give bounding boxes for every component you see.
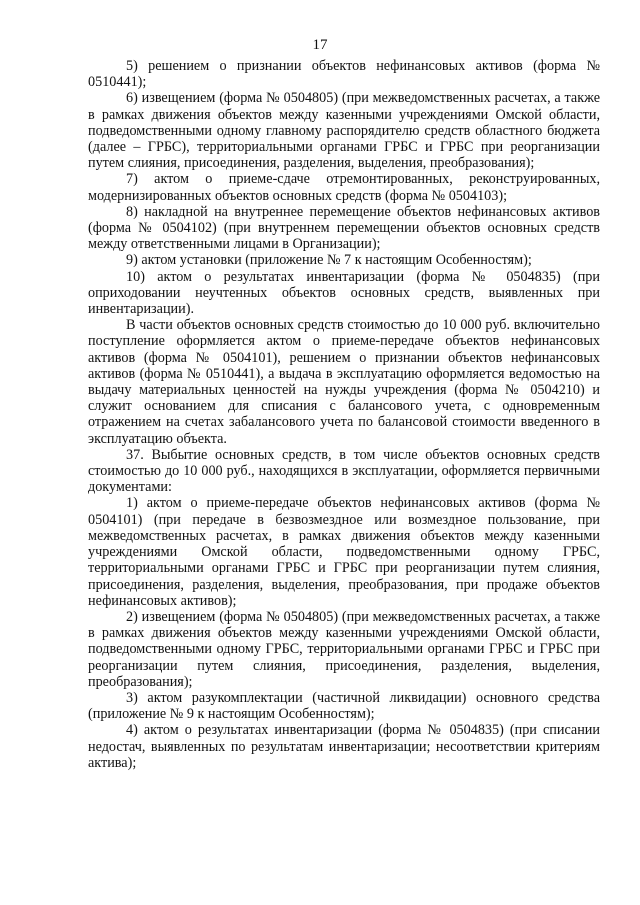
list-item: 2) извещением (форма № 0504805) (при межведомственных расчетах, а также в рамках движения объектов между казенными учреждениями Омской области, подведомственными одному ГРБС, территориальными органами ГРБС и ГРБС при реорганизации путем слияния, присоединения, разделения, выделения, преобразования); <box>88 608 600 690</box>
list-item: 5) решением о признании объектов нефинансовых активов (форма № 0510441); <box>88 58 600 91</box>
list-item: 6) извещением (форма № 0504805) (при межведомственных расчетах, а также в рамках движения объектов между казенными учреждениями Омской области, подведомственными одному главному распорядителю средств областного бюджета (далее – ГРБС), территориальными органами ГРБС и ГРБС при реорганизации путем слияния, присоединения, разделения, выделения, преобразования); <box>88 90 600 172</box>
document-body <box>88 58 600 771</box>
list-item: 7) актом о приеме-сдаче отремонтированных, реконструированных, модернизированных объектов основных средств (форма № 0504103); <box>88 171 600 204</box>
section-paragraph: 37. Выбытие основных средств, в том числе объектов основных средств стоимостью до 10 000 руб., находящихся в эксплуатации, оформляется первичными документами: <box>88 446 600 496</box>
body-paragraph: В части объектов основных средств стоимостью до 10 000 руб. включительно поступление оформляется актом о приеме-передаче объектов нефинансовых активов (форма № 0504101), решением о признании объектов нефинансовых активов (форма № 0510441), а выдача в эксплуатацию оформляется ведомостью на выдачу материальных ценностей на нужды учреждения (форма № 0504210) и служит основанием для списания с балансового учета, с одновременным отражением на счетах забалансового учета по балансовой стоимости введенного в эксплуатацию объекта. <box>88 317 600 447</box>
page-number: 17 <box>312 37 328 53</box>
list-item: 4) актом о результатах инвентаризации (форма № 0504835) (при списании недостач, выявленных по результатам инвентаризации; несоответствии критериям актива); <box>88 722 600 771</box>
list-item: 1) актом о приеме-передаче объектов нефинансовых активов (форма № 0504101) (при передаче в безвозмездное или возмездное пользование, при межведомственных расчетах, в рамках движения объектов между казенными учреждениями Омской области, подведомственными одному ГРБС, территориальными органами ГРБС и ГРБС при реорганизации путем слияния, присоединения, разделения, выделения, преобразования, при продаже объектов нефинансовых активов); <box>88 495 600 609</box>
list-item: 8) накладной на внутреннее перемещение объектов нефинансовых активов (форма № 0504102) (при внутреннем перемещении объектов основных средств между ответственными лицами в Организации); <box>88 203 600 253</box>
list-item: 3) актом разукомплектации (частичной ликвидации) основного средства (приложение № 9 к настоящим Особенностям); <box>88 689 600 723</box>
list-item: 10) актом о результатах инвентаризации (форма № 0504835) (при оприходовании неучтенных объектов основных средств, выявленных при инвентаризации). <box>88 268 600 318</box>
list-item: 9) актом установки (приложение № 7 к настоящим Особенностям); <box>126 252 532 269</box>
